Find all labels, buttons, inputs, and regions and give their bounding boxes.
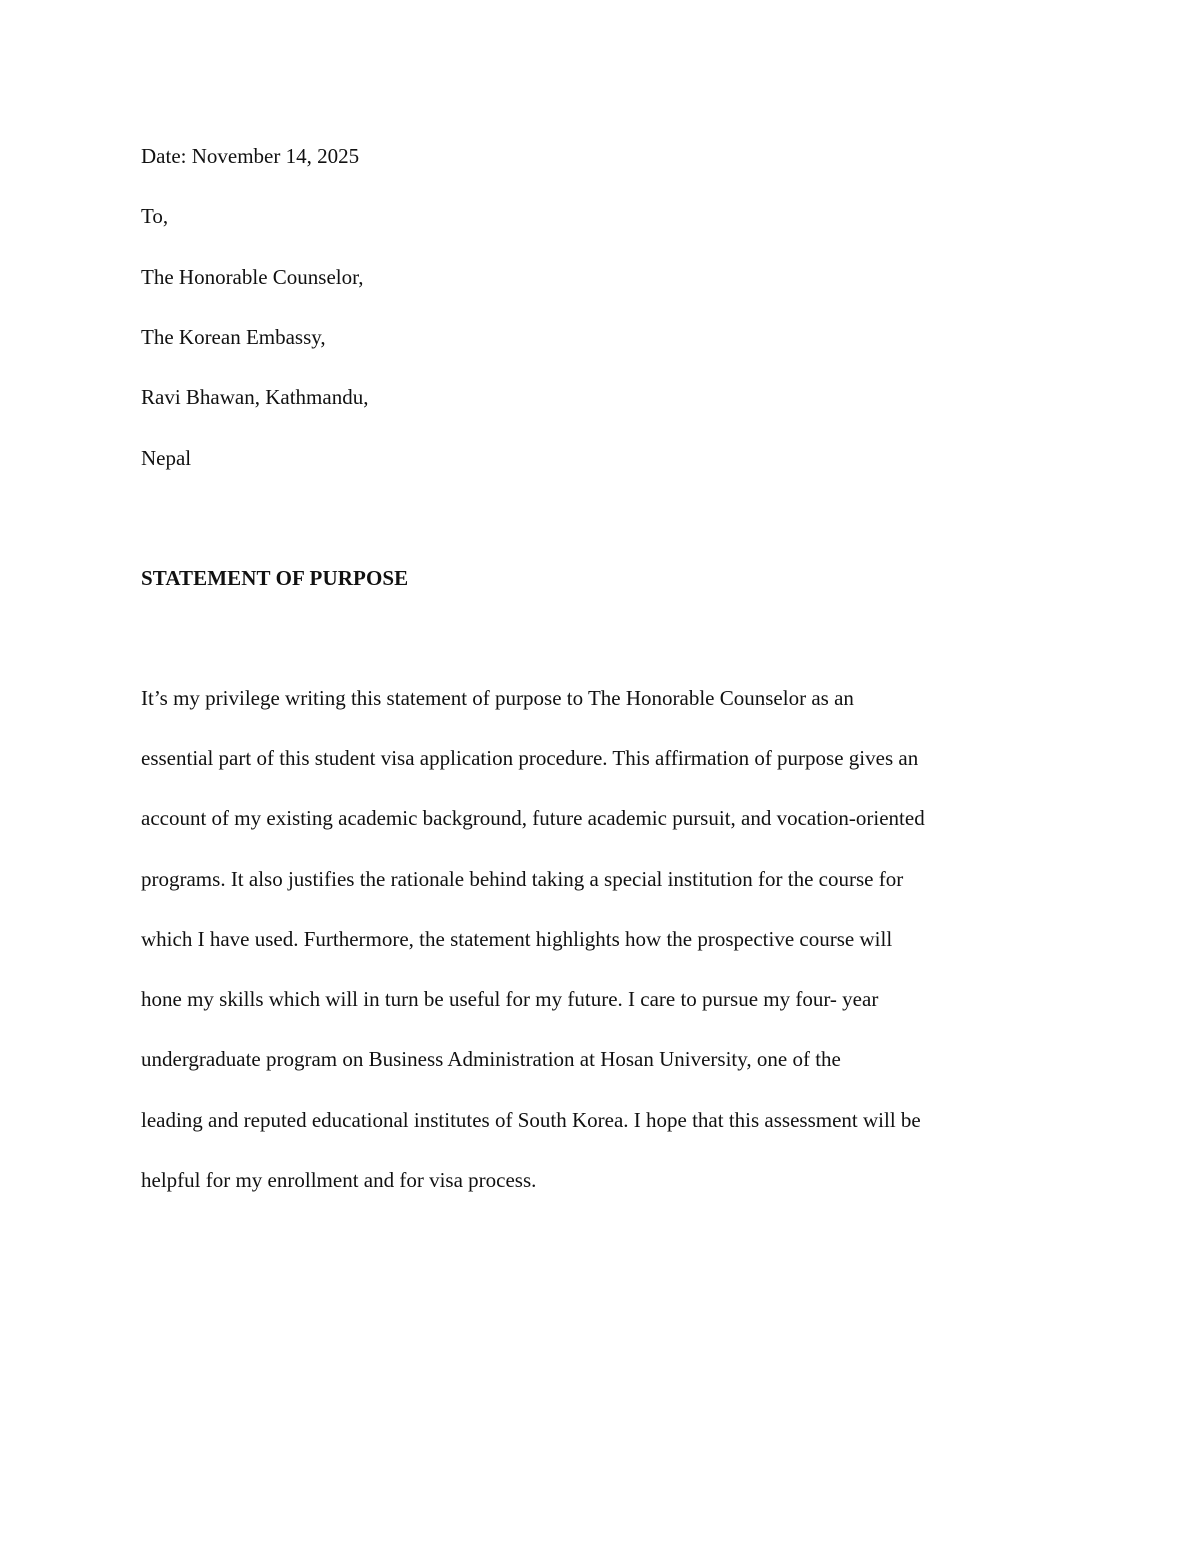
body-line: helpful for my enrollment and for visa process. — [141, 1168, 537, 1192]
body-line: which I have used. Furthermore, the statement highlights how the prospective course will — [141, 927, 893, 951]
address-line: Ravi Bhawan, Kathmandu, — [141, 385, 369, 409]
body-line: It’s my privilege writing this statement of purpose to The Honorable Counselor as an — [141, 686, 854, 710]
address-line: Nepal — [141, 446, 192, 470]
body-line: essential part of this student visa application procedure. This affirmation of purpose gives an — [141, 746, 919, 770]
address-line: The Honorable Counselor, — [141, 265, 364, 289]
address-line: The Korean Embassy, — [141, 325, 326, 349]
letter-date: Date: November 14, 2025 — [141, 144, 360, 168]
body-line: hone my skills which will in turn be useful for my future. I care to pursue my four- year — [141, 987, 879, 1011]
letter-salutation: To, — [141, 204, 169, 228]
body-line: programs. It also justifies the rationale behind taking a special institution for the course for — [141, 867, 904, 891]
body-line: leading and reputed educational institutes of South Korea. I hope that this assessment will be — [141, 1108, 921, 1132]
body-line: account of my existing academic background, future academic pursuit, and vocation-oriented — [141, 806, 925, 830]
document-heading: STATEMENT OF PURPOSE — [141, 566, 409, 590]
body-line: undergraduate program on Business Administration at Hosan University, one of the — [141, 1047, 841, 1071]
